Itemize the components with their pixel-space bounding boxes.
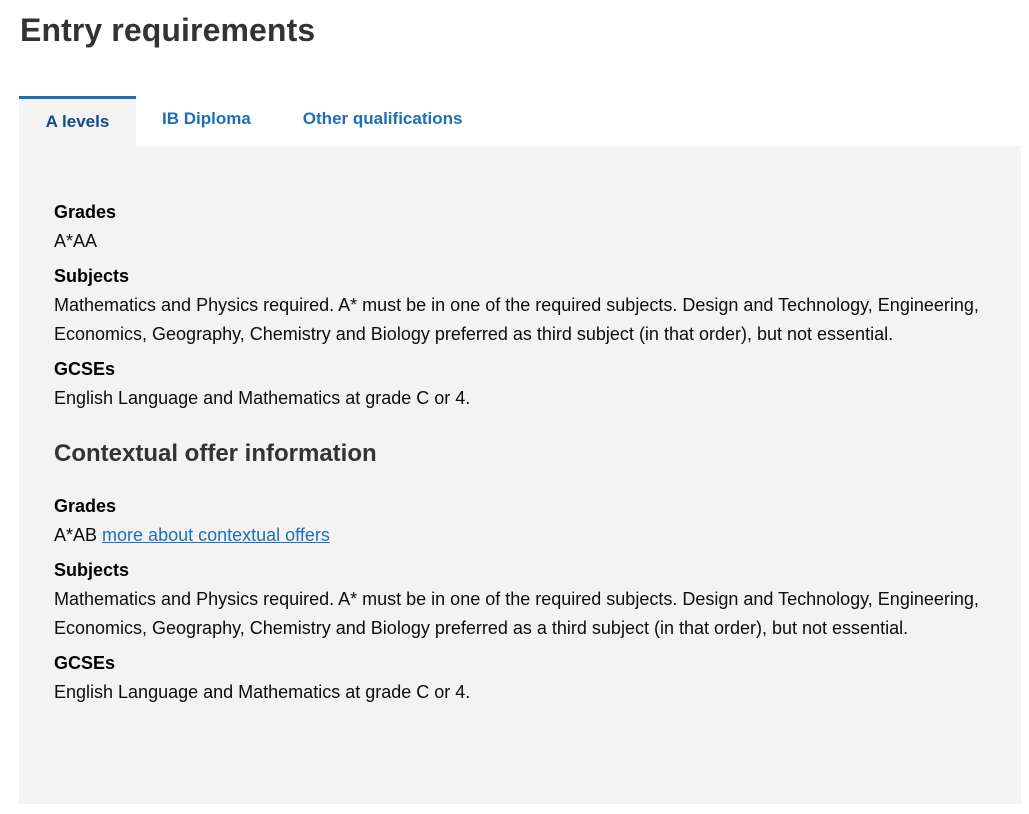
contextual-gcses-value: English Language and Mathematics at grade C or 4.: [54, 682, 471, 702]
contextual-grades-label: Grades: [54, 496, 117, 516]
contextual-subjects-value: Mathematics and Physics required. A* must be in one of the required subjects. Design and Technology, Engineering, Economics, Geography, Chemistry and Biology preferred as a third subject (in that order), but not essential.: [54, 589, 979, 638]
tab-other-qualifications[interactable]: Other qualifications: [302, 109, 463, 128]
gcses-value: English Language and Mathematics at grade C or 4.: [54, 388, 471, 408]
subjects-label: Subjects: [54, 266, 130, 286]
contextual-grades-text: A*AB: [54, 525, 98, 545]
contextual-offer-heading: Contextual offer information: [54, 440, 377, 467]
tab-a-levels[interactable]: A levels: [19, 96, 136, 146]
subjects-value: Mathematics and Physics required. A* must be in one of the required subjects. Design and Technology, Engineering, Economics, Geography, Chemistry and Biology preferred as third subject (in that order), but not essential.: [54, 295, 979, 344]
page-title: Entry requirements: [20, 12, 316, 48]
gcses-label: GCSEs: [54, 359, 116, 379]
tab-ib-diploma[interactable]: IB Diploma: [162, 109, 251, 128]
contextual-gcses-label: GCSEs: [54, 653, 116, 673]
contextual-subjects-label: Subjects: [54, 560, 130, 580]
a-levels-panel: [19, 146, 1021, 804]
grades-value: A*AA: [54, 231, 98, 251]
qualification-tabs: [19, 96, 462, 146]
contextual-grades-value: [54, 521, 1009, 550]
contextual-offers-link[interactable]: more about contextual offers: [102, 525, 330, 545]
grades-label: Grades: [54, 202, 117, 222]
